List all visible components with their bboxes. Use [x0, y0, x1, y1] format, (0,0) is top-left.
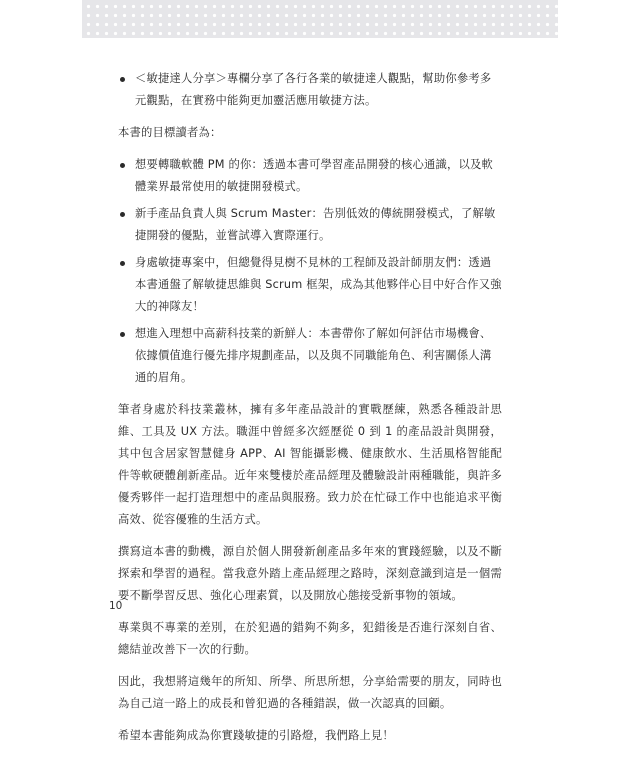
- list-item: ＜敏捷達人分享＞專欄分享了各行各業的敏捷達人觀點，幫助你參考多元觀點，在實務中能夠更加靈活應用敏捷方法。: [118, 68, 502, 112]
- bullet-icon: [120, 163, 125, 168]
- paragraph-closing: 希望本書能夠成為你實踐敏捷的引路燈，我們路上見！: [118, 729, 394, 742]
- audience-bullet-list: [118, 154, 502, 389]
- intro-bullet-list: [118, 68, 502, 112]
- bullet-icon: [120, 212, 125, 217]
- bullet-icon: [120, 261, 125, 266]
- list-item: 新手產品負責人與 Scrum Master：告別低效的傳統開發模式，了解敏捷開發的優點，並嘗試導入實際運行。: [118, 203, 502, 247]
- list-item: 想進入理想中高薪科技業的新鮮人：本書帶你了解如何評估市場機會、依據價值進行優先排序規劃產品，以及與不同職能角色、利害關係人溝通的眉角。: [118, 323, 502, 389]
- header-pattern-band: [82, 0, 558, 38]
- paragraph-author-background: 筆者身處於科技業叢林，擁有多年產品設計的實戰歷練，熟悉各種設計思維、工具及 UX 方法。職涯中曾經多次經歷從 0 到 1 的產品設計與開發，其中包含居家智慧健身 APP、AI 智能攝影機、健康飲水、生活風格智能配件等軟硬體創新產品。近年來雙棲於產品經理及體驗設計兩種職能，與許多優秀夥伴一起打造理想中的產品與服務。致力於在忙碌工作中也能追求平衡高效、從容優雅的生活方式。: [118, 403, 502, 526]
- bullet-icon: [120, 77, 125, 82]
- paragraph-motivation: 撰寫這本書的動機，源自於個人開發新創產品多年來的實踐經驗，以及不斷探索和學習的過程。當我意外踏上產品經理之路時，深刻意識到這是一個需要不斷學習反思、強化心理素質，以及開放心態接受新事物的領域。: [118, 545, 502, 602]
- page-body: [118, 68, 502, 757]
- list-item: 想要轉職軟體 PM 的你：透過本書可學習產品開發的核心通識，以及軟體業界最常使用的敏捷開發模式。: [118, 154, 502, 198]
- list-item: 身處敏捷專案中，但總覺得見樹不見林的工程師及設計師朋友們：透過本書通盤了解敏捷思維與 Scrum 框架，成為其他夥伴心目中好合作又強大的神隊友！: [118, 252, 502, 318]
- page-number: 10: [109, 600, 123, 612]
- audience-heading: 本書的目標讀者為：: [118, 126, 222, 139]
- paragraph-professionalism: 專業與不專業的差別，在於犯過的錯夠不夠多，犯錯後是否進行深刻自省、總結並改善下一次的行動。: [118, 621, 502, 656]
- paragraph-sharing: 因此，我想將這幾年的所知、所學、所思所想，分享給需要的朋友，同時也為自己這一路上的成長和曾犯過的各種錯誤，做一次認真的回顧。: [118, 675, 502, 710]
- bullet-icon: [120, 332, 125, 337]
